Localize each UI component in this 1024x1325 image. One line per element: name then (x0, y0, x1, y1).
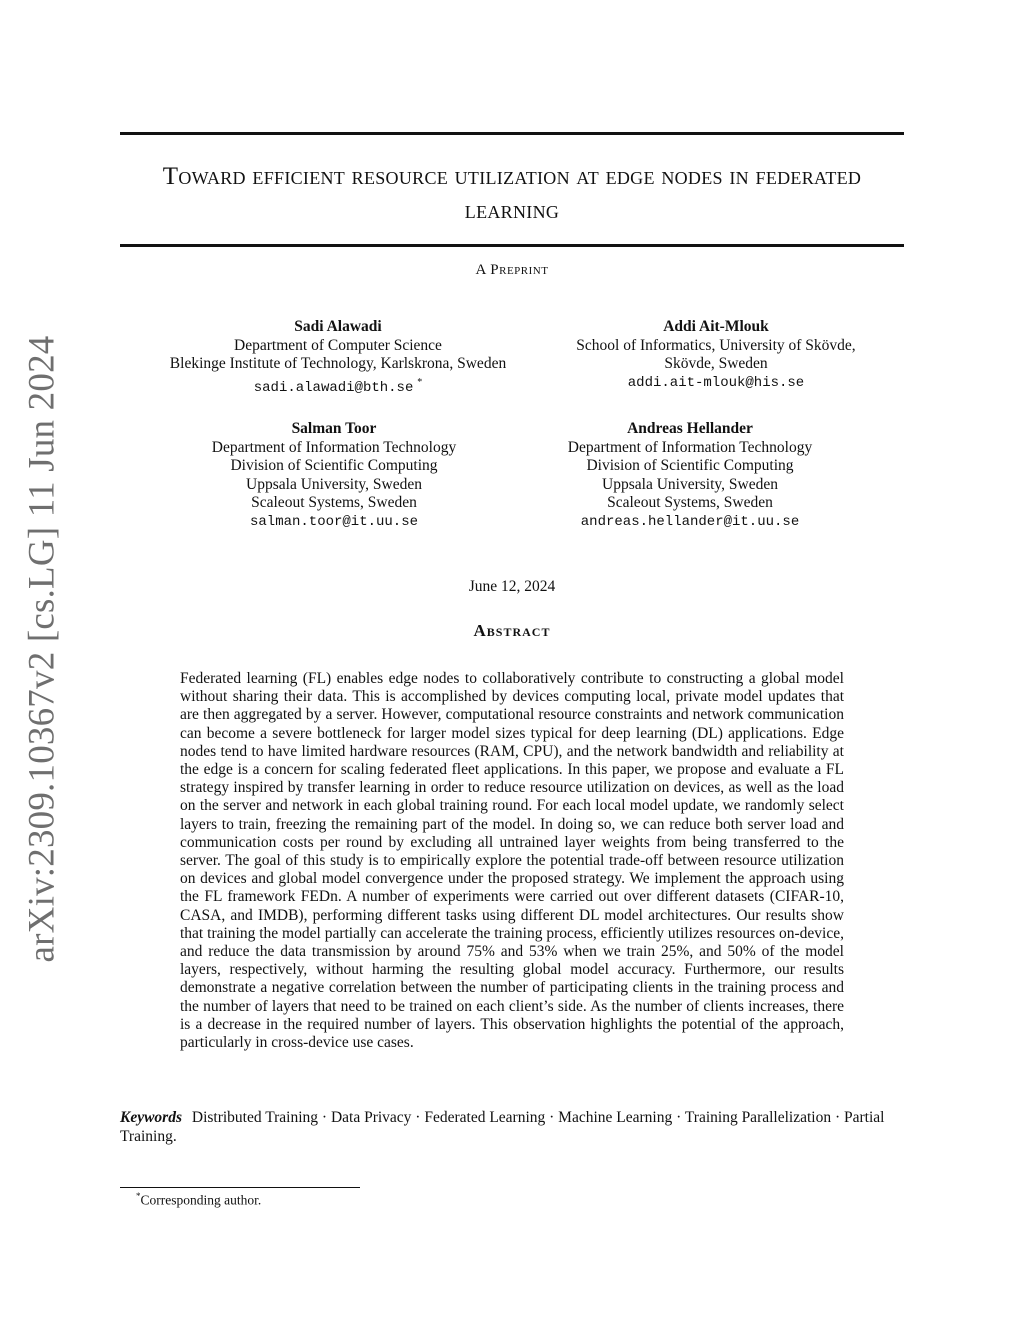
author-name: Sadi Alawadi (294, 318, 382, 335)
title-top-rule (120, 132, 904, 135)
author-affiliation: Uppsala University, Sweden (602, 475, 778, 493)
author-name: Andreas Hellander (627, 420, 753, 437)
author-block (128, 318, 548, 397)
footnote-rule (120, 1187, 360, 1188)
author-block (480, 420, 900, 531)
author-name: Addi Ait-Mlouk (663, 318, 769, 335)
author-affiliation: Division of Scientific Computing (586, 457, 794, 474)
author-affiliation: Scaleout Systems, Sweden (607, 494, 773, 511)
author-affiliation: Uppsala University, Sweden (246, 475, 422, 493)
footnote (136, 1191, 261, 1209)
author-affiliation: Division of Scientific Computing (230, 457, 438, 474)
keywords-list: Distributed Training · Data Privacy · Federated Learning · Machine Learning · Training Parallelization · Partial Training. (120, 1109, 885, 1145)
arxiv-sidebar (14, 335, 70, 962)
keywords-section (120, 1108, 904, 1146)
author-email[interactable]: addi.ait-mlouk@his.se (627, 374, 805, 391)
paper-title: Toward efficient resource utilization at edge nodes in federated learning (162, 163, 862, 224)
preprint-label: A Preprint (475, 262, 549, 278)
corresponding-mark: * (417, 376, 423, 388)
abstract-heading: Abstract (473, 621, 551, 640)
author-affiliation: Department of Computer Science (234, 336, 442, 354)
abstract-text: Federated learning (FL) enables edge nodes to collaboratively contribute to constructing a global model without sharing their data. This is accomplished by devices computing local, private model updates that are then aggregated by a server. However, computational resource constraints and network communication can become a severe bottleneck for larger model sizes typical for deep learning (DL) applications. Edge nodes tend to have limited hardware resources (RAM, CPU), and the network bandwidth and reliability at the edge is a concern for scaling federated fleet applications. In this paper, we propose and evaluate a FL strategy inspired by transfer learning in order to reduce resource utilization on devices, as well as the load on the server and network in each global training round. For each local model update, we randomly select layers to train, freezing the remaining part of the model. In doing so, we can reduce both server load and communication costs per round by excluding all untrained layer weights from being transferred to the server. The goal of this study is to empirically explore the potential trade-off between resource utilization on devices and global model convergence under the proposed strategy. We implement the approach using the FL framework FEDn. A number of experiments were carried out over different datasets (CIFAR-10, CASA, and IMDB), performing different tasks using different DL model architectures. Our results show that training the model partially can accelerate the training process, efficiently utilizes resources on-device, and reduce the data transmission by around 75% and 53% when we train 25%, and 50% of the model layers, respectively, without harming the resulting global model accuracy. Furthermore, our results demonstrate a negative correlation between the number of participating clients in the training process and the number of layers that need to be trained on each client’s side. As the number of clients increases, there is a decrease in the required number of layers. This observation highlights the potential of the approach, particularly in cross-device use cases. (180, 670, 844, 1052)
keywords-label: Keywords (120, 1109, 182, 1126)
author-affiliation: Skövde, Sweden (664, 355, 768, 372)
author-affiliation: Department of Information Technology (567, 438, 813, 456)
author-block (506, 318, 926, 392)
author-email[interactable]: sadi.alawadi@bth.se (253, 379, 414, 396)
title-bottom-rule (120, 244, 904, 247)
publication-date: June 12, 2024 (468, 578, 556, 595)
footnote-text: Corresponding author. (140, 1192, 262, 1208)
author-email[interactable]: salman.toor@it.uu.se (249, 513, 419, 530)
footnote-mark: * (136, 1191, 141, 1201)
author-email[interactable]: andreas.hellander@it.uu.se (580, 513, 800, 530)
author-affiliation: Scaleout Systems, Sweden (251, 494, 417, 511)
author-name: Salman Toor (291, 420, 377, 437)
author-affiliation: School of Informatics, University of Skövde, (576, 336, 856, 354)
author-affiliation: Department of Information Technology (211, 438, 457, 456)
arxiv-identifier: arXiv:2309.10367v2 [cs.LG] 11 Jun 2024 (21, 335, 63, 962)
author-affiliation: Blekinge Institute of Technology, Karlskrona, Sweden (169, 355, 507, 372)
